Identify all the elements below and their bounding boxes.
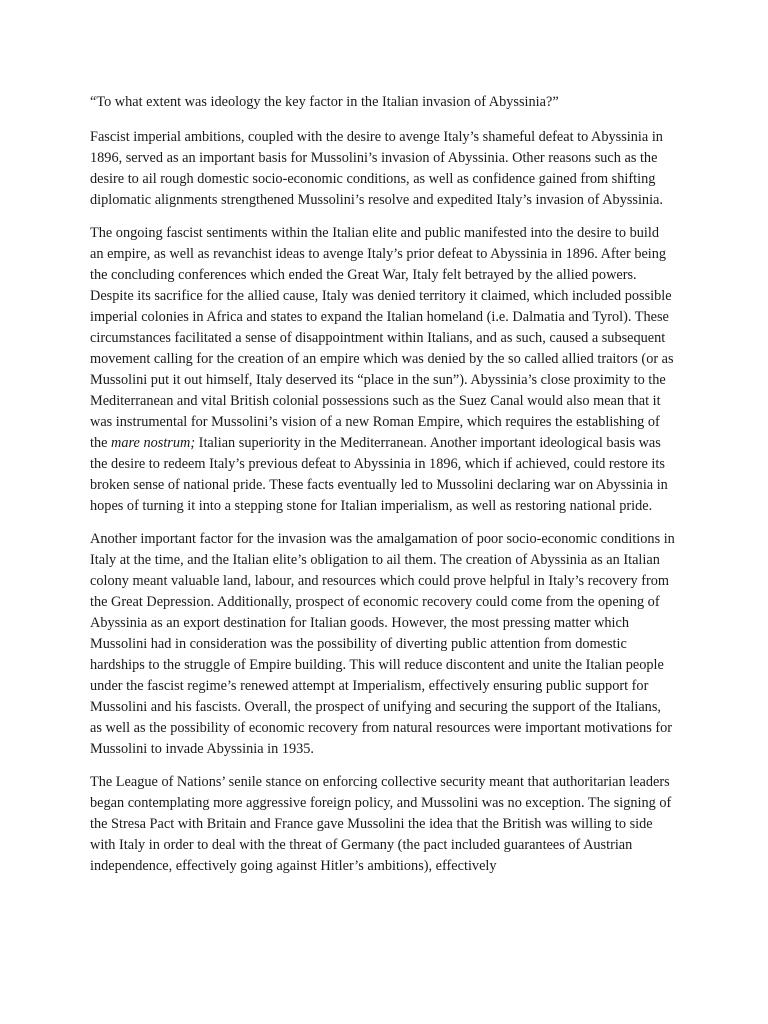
paragraph-diplomatic — [90, 772, 676, 877]
italic-term: mare nostrum; — [111, 435, 196, 451]
paragraph-ideology — [90, 223, 676, 517]
paragraph-economic — [90, 529, 676, 760]
paragraph-text: The ongoing fascist sentiments within the Italian elite and public manifested into the desire to build an empire, as well as revanchist ideas to avenge Italy’s prior defeat to Abyssinia in 1896. After being the concluding conferences which ended the Great War, Italy felt betrayed by the allied powers. Despite its sacrifice for the allied cause, Italy was denied territory it claimed, which included possible imperial colonies in Africa and states to expand the Italian homeland (i.e. Dalmatia and Tyrol). These circumstances facilitated a sense of disappointment within Italians, and as such, caused a subsequent movement calling for the creation of an empire which was denied by the so called allied traitors (or as Mussolini put it out himself, Italy deserved its “place in the sun”). Abyssinia’s close proximity to the Mediterranean and vital British colonial possessions such as the Suez Canal would also mean that it was instrumental for Mussolini’s vision of a new Roman Empire, which requires the establishing of the — [90, 225, 674, 451]
paragraph-text: Italian superiority in the Mediterranean. Another important ideological basis was the desire to redeem Italy’s previous defeat to Abyssinia in 1896, which if achieved, could restore its broken sense of national pride. These facts eventually led to Mussolini declaring war on Abyssinia in hopes of turning it into a stepping stone for Italian imperialism, as well as restoring national pride. — [90, 435, 668, 514]
essay-question: “To what extent was ideology the key factor in the Italian invasion of Abyssinia?” — [90, 94, 559, 110]
paragraph-introduction — [90, 127, 676, 211]
paragraph-text: Fascist imperial ambitions, coupled with the desire to avenge Italy’s shameful defeat to Abyssinia in 1896, served as an important basis for Mussolini’s invasion of Abyssinia. Other reasons such as the desire to ail rough domestic socio-economic conditions, as well as confidence gained from shifting diplomatic alignments strengthened Mussolini’s resolve and expedited Italy’s invasion of Abyssinia. — [90, 129, 663, 208]
paragraph-text: Another important factor for the invasion was the amalgamation of poor socio-economic conditions in Italy at the time, and the Italian elite’s obligation to ail them. The creation of Abyssinia as an Italian colony meant valuable land, labour, and resources which could prove helpful in Italy’s recovery from the Great Depression. Additionally, prospect of economic recovery could come from the opening of Abyssinia as an export destination for Italian goods. However, the most pressing matter which Mussolini had in consideration was the possibility of diverting public attention from domestic hardships to the struggle of Empire building. This will reduce discontent and unite the Italian people under the fascist regime’s renewed attempt at Imperialism, effectively ensuring public support for Mussolini and his fascists. Overall, the prospect of unifying and securing the support of the Italians, as well as the possibility of economic recovery from natural resources were important motivations for Mussolini to invade Abyssinia in 1935. — [90, 531, 675, 757]
paragraph-text: The League of Nations’ senile stance on enforcing collective security meant that authoritarian leaders began contemplating more aggressive foreign policy, and Mussolini was no exception. The signing of the Stresa Pact with Britain and France gave Mussolini the idea that the British was willing to side with Italy in order to deal with the threat of Germany (the pact included guarantees of Austrian independence, effectively going against Hitler’s ambitions), effectively — [90, 774, 672, 874]
